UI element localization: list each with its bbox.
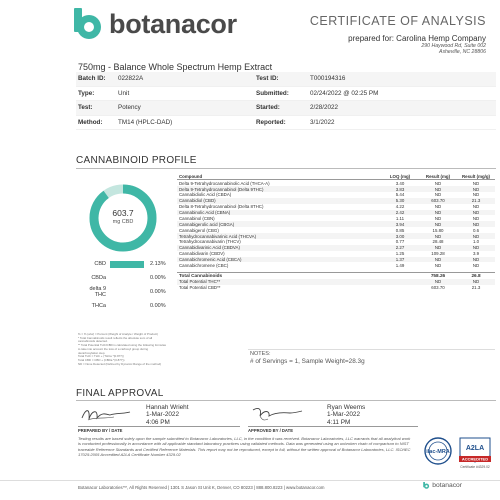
footnote-line: * Total Cannabinoids result reflects the absolute sum of all: [78, 335, 153, 340]
table-cell: ND: [457, 257, 495, 263]
legend-item: [82, 299, 182, 313]
info-row: [76, 72, 496, 87]
legend-item: [82, 271, 182, 285]
ilac-mra-badge-icon: [423, 436, 453, 466]
botanacor-logo-icon: [423, 482, 430, 489]
table-cell: 1.11: [395, 215, 405, 221]
cannabinoid-legend: [82, 257, 182, 313]
table-cell: 3.00: [381, 233, 419, 239]
table-cell: Tetrahydrocannabivarin (THCV): [179, 239, 241, 245]
table-cell: 3.83: [381, 186, 419, 192]
info-row: [76, 101, 496, 116]
table-cell: 26.8: [457, 272, 495, 278]
info-value: Potency: [118, 104, 141, 112]
table-cell: ND: [419, 233, 457, 239]
cbd-donut-chart: [88, 183, 158, 253]
table-cell: ND: [472, 262, 480, 268]
legend-bar: [110, 289, 144, 296]
footnote-line: decarboxylation step.: [78, 350, 106, 355]
table-cell: Total Potential CBD**: [179, 285, 221, 290]
table-cell: 2.27: [381, 245, 419, 251]
info-label: Method:: [78, 118, 103, 126]
table-cell: ND: [472, 180, 480, 186]
address-line-1: 290 Haywood Rd, Suite 002: [421, 43, 486, 49]
info-value: Unit: [118, 89, 130, 97]
table-cell: Delta 9-Tetrahydrocannabinol (Delta 9THC): [177, 186, 381, 192]
footnote-line: ND = None Detected (Defined by Dynamic Range of the method): [78, 361, 162, 366]
table-cell: 1.49: [395, 262, 405, 268]
prepared-by-name: Hannah Wrieht: [146, 404, 189, 411]
legend-item: [82, 285, 182, 299]
info-value: T000194316: [310, 75, 346, 83]
legend-label: THCa: [91, 303, 106, 309]
table-cell: [381, 285, 419, 291]
table-cell: ND: [457, 210, 495, 216]
table-cell: ND: [434, 204, 442, 210]
legend-bar: [110, 303, 144, 310]
table-cell: ND: [434, 262, 442, 268]
accredited-text: ACCREDITED: [461, 456, 489, 462]
table-cell: 0.77: [395, 239, 405, 245]
info-value: 022822A: [118, 75, 144, 83]
info-label: Test:: [78, 104, 93, 112]
table-cell: Total Potential THC**: [177, 279, 381, 285]
table-cell: ND: [457, 233, 495, 239]
approved-by-role: APPROVED BY / DATE: [248, 428, 293, 433]
notes-text: # of Servings = 1, Sample Weight=28.3g: [250, 358, 365, 365]
prepared-by-role: PREPARED BY / DATE: [78, 428, 123, 433]
table-cell: Cannabidiol (CBD): [177, 198, 381, 204]
document-title: CERTIFICATE OF ANALYSIS: [309, 14, 486, 28]
col-header: Result (mg/g): [457, 173, 495, 180]
signature-line: [78, 426, 240, 427]
table-cell: 21.3: [457, 198, 495, 204]
table-cell: ND: [472, 192, 480, 198]
table-cell: Cannabidiolic Acid (CBDA): [179, 192, 232, 198]
prepared-by-date: 1-Mar-2022: [146, 411, 180, 419]
table-cell: 0.6: [472, 227, 480, 233]
legend-label: delta 9 THC: [89, 286, 106, 298]
brand-logo: [74, 8, 237, 40]
donut-unit: mg CBD: [112, 219, 134, 225]
brand-name: botanacor: [109, 8, 237, 39]
table-cell: ND: [472, 204, 480, 210]
cannabinoid-profile-title: CANNABINOID PROFILE: [76, 155, 197, 166]
table-cell: Cannabichromene (CBC): [179, 262, 229, 268]
table-cell: ND: [419, 186, 457, 192]
botanacor-logo-icon: [74, 8, 104, 40]
legend-value: 0.00%: [150, 275, 166, 281]
table-cell: 758.26: [419, 272, 457, 278]
table-cell: 603.70: [419, 198, 457, 204]
col-header: Compound: [177, 173, 381, 180]
table-cell: 1.25: [395, 251, 405, 257]
table-cell: ND: [434, 215, 442, 221]
info-label: Submitted:: [256, 89, 289, 97]
info-value: 3/1/2022: [310, 118, 335, 126]
legend-value: 0.00%: [150, 289, 166, 295]
signature-line: [248, 426, 418, 427]
table-cell: ND: [434, 192, 442, 198]
footnotes: [78, 333, 198, 366]
table-cell: ND: [457, 279, 495, 285]
table-cell: Cannabigerolic acid (CBGA): [177, 221, 381, 227]
table-cell: ND: [419, 210, 457, 216]
prepared-by-block: [146, 404, 189, 426]
table-cell: Delta 9-Tetrahydrocannabinolic Acid (THCA-A): [179, 180, 270, 186]
legend-bar: [110, 261, 144, 268]
table-cell: Total Cannabinoids: [177, 272, 381, 278]
table-cell: 3.40: [395, 180, 405, 186]
info-value: 2/28/2022: [310, 104, 339, 112]
table-cell: 109.28: [431, 251, 445, 257]
table-cell: Cannabigerol (CBG): [179, 227, 219, 233]
divider: [76, 400, 496, 401]
table-cell: Cannabidivarinic Acid (CBDVA): [177, 245, 381, 251]
disclaimer: Testing results are based solely upon the sample submitted to Botanacor Laboratories, LLC, in the condition it was received. Botanacor Laboratories, LLC warrants that all analytical work is conducted professionally in accordance with all applicable standard laboratory practices using validated methods. Data was generated using an unbroken chain of comparison to NIST traceable Reference Standards and Certified Reference Materials. This report may not be reproduced, except in full, without the written approval of Botanacor Laboratories, LLC. ISO/IEC 17025:2005 Accredited A2LA Certificate Number 4329.02: [78, 436, 411, 457]
table-cell: 1.37: [381, 257, 419, 263]
prepared-for: prepared for: Carolina Hemp Company: [348, 34, 486, 43]
table-cell: ND: [419, 257, 457, 263]
table-cell: 28.48: [432, 239, 444, 245]
table-cell: 603.70: [431, 285, 445, 290]
certificate-number: Certificate #4329.02: [460, 465, 490, 469]
footnote-line: cannabinoids detected.: [78, 339, 108, 344]
ilac-text: ilac-MRA: [426, 449, 450, 455]
final-approval-title: FINAL APPROVAL: [76, 388, 164, 399]
divider: [0, 480, 500, 481]
table-cell: 4.22: [395, 204, 405, 210]
info-label: Started:: [256, 104, 280, 112]
footnote-line: Total CBD = CBD + (CBDa *(0.877)): [78, 357, 125, 362]
table-cell: 21.3: [471, 285, 481, 290]
table-cell: ND: [472, 215, 480, 221]
footer-brand: botanacor: [432, 482, 462, 489]
table-cell: 3.94: [381, 221, 419, 227]
prepared-for-block: [348, 34, 486, 56]
info-row: [76, 87, 496, 102]
info-label: Type:: [78, 89, 95, 97]
table-cell: Cannabidivarin (CBDV): [179, 251, 225, 257]
table-cell: ND: [457, 245, 495, 251]
a2la-text: A2LA: [465, 445, 485, 452]
info-label: Reported:: [256, 118, 286, 126]
table-cell: Cannabinolic Acid (CBNA): [177, 210, 381, 216]
total-row: [177, 285, 495, 291]
legend-value: 0.00%: [150, 303, 166, 309]
approved-by-time: 4:11 PM: [327, 418, 351, 426]
table-header-row: [177, 173, 495, 180]
table-cell: ND: [419, 221, 457, 227]
table-cell: Cannabinol (CBN): [179, 215, 215, 221]
legend-value: 2.13%: [150, 261, 166, 267]
divider: [76, 168, 496, 169]
info-row: [76, 116, 496, 131]
product-info-grid: [76, 72, 496, 130]
legend-label: CBD: [94, 261, 106, 267]
col-header: Result (mg): [419, 173, 457, 180]
cannabinoid-table: [177, 173, 495, 290]
table-cell: 0.85: [395, 227, 405, 233]
footnote-line: Total THC = THC + (THCa *(0.877)): [78, 354, 124, 359]
table-cell: ND: [419, 279, 457, 285]
prepared-by-time: 4:06 PM: [146, 418, 170, 426]
signature-approved: [250, 404, 304, 424]
address-line-2: Asheville, NC 28806: [438, 49, 486, 56]
approved-by-name: Ryan Weems: [327, 404, 366, 411]
info-label: Batch ID:: [78, 75, 106, 83]
a2la-accredited-badge-icon: [456, 436, 494, 470]
table-cell: ND: [457, 221, 495, 227]
footnote-line: to take into account the loss of a carboxyl group during: [78, 346, 149, 351]
approved-by-date: 1-Mar-2022: [327, 411, 361, 419]
notes-label: NOTES:: [250, 351, 271, 357]
legend-label: CBDa: [91, 275, 106, 281]
table-cell: Tetrahydrocannabivarinic Acid (THCVA): [177, 233, 381, 239]
table-cell: 5.30: [381, 198, 419, 204]
table-cell: 15.80: [432, 227, 444, 233]
table-cell: ND: [457, 186, 495, 192]
legend-bar: [110, 275, 144, 282]
signature-prepared: [80, 404, 134, 424]
footer-text: Botanacor Laboratories™, All Rights Reserved | 1301 S Jason St Unit K, Denver, CO 80223 | 888.800.8223 | www.botanacor.com: [78, 485, 325, 490]
info-value: 02/24/2022 @ 02:25 PM: [310, 89, 379, 97]
product-title: 750mg - Balance Whole Spectrum Hemp Extract: [78, 62, 273, 72]
footnote-line: % = % (w/w) = Percent (Weight of Analyte / Weight of Product): [78, 332, 158, 336]
approved-by-block: [327, 404, 365, 426]
legend-item: [82, 257, 182, 271]
table-cell: Cannabichromenic Acid (CBCA): [177, 257, 381, 263]
table-cell: 2.42: [381, 210, 419, 216]
table-cell: ND: [419, 245, 457, 251]
info-value: TM14 (HPLC-DAD): [118, 118, 173, 126]
table-cell: 3.9: [472, 251, 480, 257]
info-label: Test ID:: [256, 75, 279, 83]
table-cell: 1.0: [472, 239, 480, 245]
footer-logo: [423, 482, 462, 489]
col-header: LOQ (mg): [381, 173, 419, 180]
table-cell: 5.44: [395, 192, 405, 198]
table-cell: ND: [434, 180, 442, 186]
donut-value: 603.7: [112, 208, 134, 218]
table-cell: Delta 8-Tetrahydrocannabinol (Delta 8THC): [179, 204, 264, 210]
donut-arc: [94, 189, 152, 247]
footnote-line: ** Total Potential THC/CBD is calculated using the following formulas: [78, 343, 166, 348]
